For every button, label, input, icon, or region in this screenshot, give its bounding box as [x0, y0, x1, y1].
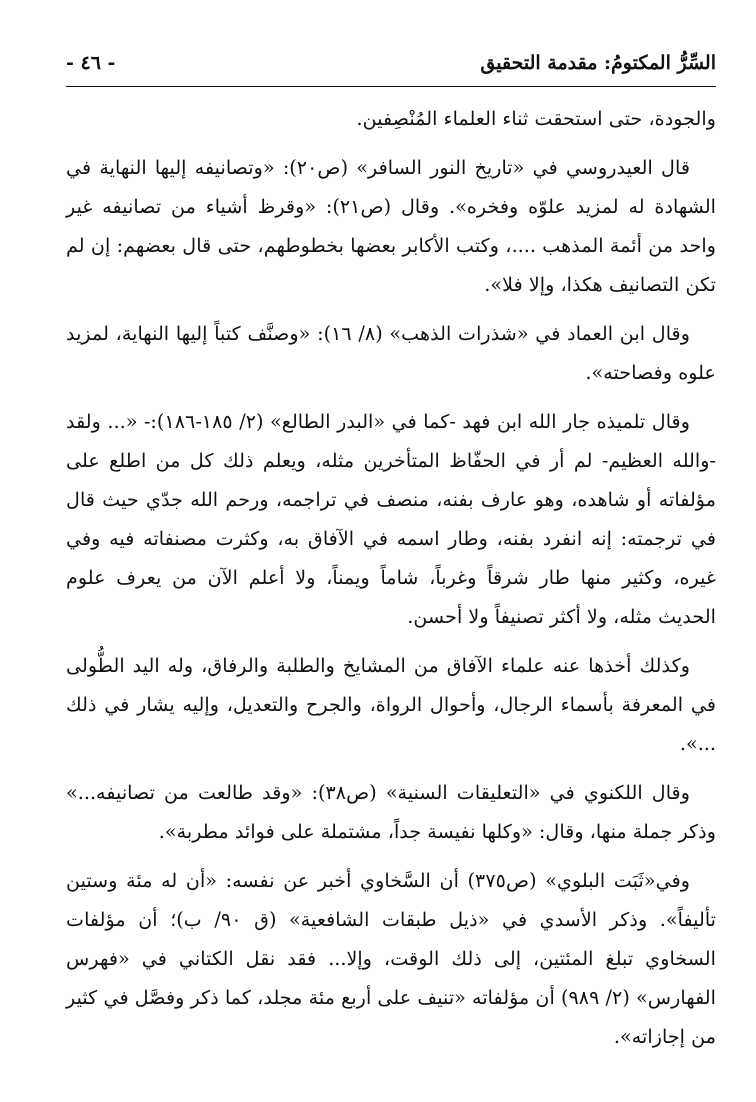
- page-number: - ٤٦ -: [66, 52, 116, 74]
- running-header: [66, 52, 716, 86]
- paragraph-7: وفي«ثَبَت البلوي» (ص٣٧٥) أن السَّخاوي أخبر عن نفسه: «أن له مئة وستين تأليفاً». وذكر الأسدي في «ذيل طبقات الشافعية» (ق ٩٠/ ب)؛ أن مؤلفات السخاوي تبلغ المئتين، إلى ذلك الوقت، وإلا... فقد نقل الكتاني في «فهرس الفهارس» (٢/ ٩٨٩) أن مؤلفاته «تنيف على أربع مئة مجلد، كما ذكر وفصَّل في كثير من إجازاته».: [66, 869, 716, 1048]
- paragraph-6: وقال اللكنوي في «التعليقات السنية» (ص٣٨): «وقد طالعت من تصانيفه...» وذكر جملة منها، وقال: «وكلها نفيسة جداً، مشتملة على فوائد مطربة».: [66, 781, 716, 843]
- paragraph-1: والجودة، حتى استحقت ثناء العلماء المُنْصِفين.: [356, 107, 716, 130]
- body-text: [66, 99, 716, 1056]
- paragraph-2: قال العيدروسي في «تاريخ النور السافر» (ص٢٠): «وتصانيفه إليها النهاية في الشهادة له لمزيد علوّه وفخره». وقال (ص٢١): «وقرظ أشياء من تصانيفه غير واحد من أئمة المذهب ....، وكتب الأكابر بعضها بخطوطهم، حتى قال بعضهم: إن لم تكن التصانيف هكذا، وإلا فلا».: [66, 156, 717, 296]
- header-rule: [66, 86, 716, 87]
- book-page: [66, 52, 716, 1062]
- paragraph-3: وقال ابن العماد في «شذرات الذهب» (٨/ ١٦): «وصنَّف كتباً إليها النهاية، لمزيد علوه وفصاحته».: [66, 322, 716, 384]
- paragraph-4: وقال تلميذه جار الله ابن فهد -كما في «البدر الطالع» (٢/ ١٨٥-١٨٦):- «... ولقد -والله العظيم- لم أر في الحفّاظ المتأخرين مثله، ويعلم ذلك كل من اطلع على مؤلفاته أو شاهده، وهو عارف بفنه، منصف في تراجمه، ورحم الله جدّي حيث قال في ترجمته: إنه انفرد بفنه، وطار اسمه في الآفاق به، وكثرت مصنفاته فيه وفي غيره، وكثير منها طار شرقاً وغرباً، شاماً ويمناً، ولا أعلم الآن من يعرف علوم الحديث مثله، ولا أكثر تصنيفاً ولا أحسن.: [66, 410, 716, 628]
- header-title: السِّرُّ المكتومُ: مقدمة التحقيق: [480, 52, 716, 74]
- paragraph-5: وكذلك أخذها عنه علماء الآفاق من المشايخ والطلبة والرفاق، وله اليد الطُّولى في المعرفة بأسماء الرجال، وأحوال الرواة، والجرح والتعديل، وإليه يشار في ذلك ...».: [66, 654, 716, 755]
